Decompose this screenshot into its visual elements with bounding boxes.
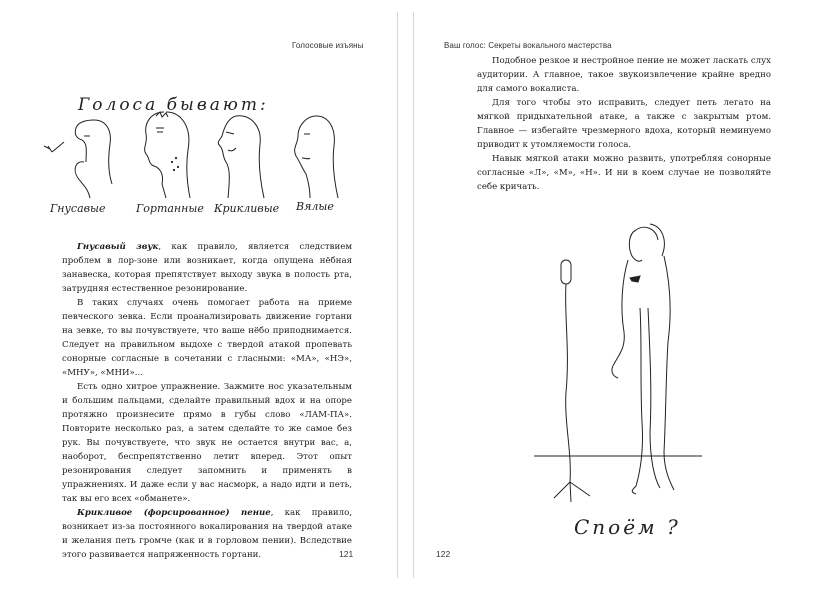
singer-figure-drawing [534, 224, 702, 494]
microphone-stand-drawing [554, 260, 590, 502]
illustration-title: Голоса бывают: [78, 95, 269, 115]
shrill-head-drawing [218, 116, 264, 198]
singer-caption: Споём ? [574, 515, 681, 539]
singer-illustration [414, 12, 795, 578]
paragraph: Есть одно хитрое упражнение. Зажмите нос указательным и большим пальцами, сделайте правильный вдох и на опоре протяжно произнесите прямо в губы слово «ЛАМ-ПА». Повторите несколько раз, а затем сделайте то же самое без рук. Вы почувствуете, что звук не остается внутри вас, а, наоборот, беспрепятственно летит вперед. Этот опыт резонирования следует запомнить и применять в упражнениях. И даже если у вас насморк, а надо идти и петь, так вы его всех «обманете». [62, 382, 352, 504]
paragraph: Гнусавый звук, как правило, является следствием проблем в лор-зоне или возникает, когда опущена нёбная занавеска, которая препятствует выходу звука в полость рта, затрудняя естественное резонирование. [62, 242, 352, 294]
term: Крикливое (форсированное) пение [77, 508, 271, 518]
nasal-head-drawing [44, 120, 112, 198]
sluggish-head-drawing [295, 116, 338, 198]
right-page [413, 12, 795, 578]
caption-sluggish: Вялые [296, 200, 334, 213]
voice-types-illustration [16, 12, 397, 215]
throaty-head-drawing [145, 112, 190, 198]
left-body-text [62, 240, 352, 562]
left-page [16, 12, 398, 578]
caption-shrill: Крикливые [214, 202, 280, 215]
running-head: Голосовые изъяны [292, 41, 364, 50]
paragraph: Крикливое (форсированное) пение, как правило, возникает из-за постоянного вокалирования на твердой атаке и желания петь громче (как и в горловом пении). Вследствие этого развивается напряженность гортани. [62, 508, 352, 560]
caption-nasal: Гнусавые [50, 202, 106, 215]
term: Гнусавый звук [77, 242, 159, 252]
paragraph: Навык мягкой атаки можно развить, употребляя сонорные согласные «Л», «М», «Н». И ни в коем случае не позволяйте себе кричать. [477, 154, 771, 192]
paragraph: В таких случаях очень помогает работа на приеме певческого зевка. Если проанализировать движение гортани на зевке, то вы почувствуете, что ваше нёбо приподнимается. Следует на правильном выдохе с твердой атакой пропевать сонорные согласные в сочетании с гласными: «МА», «НЭ», «МНУ», «МНИ»... [62, 298, 352, 378]
paragraph: Для того чтобы это исправить, следует петь легато на мягкой придыхательной атаке, а также с закрытым ртом. Главное — избегайте чрезмерного вдоха, который неминуемо приводит к утомляемости голоса. [477, 98, 771, 150]
caption-throaty: Гортанные [136, 202, 204, 215]
page-number: 122 [436, 549, 451, 559]
paragraph: Подобное резкое и нестройное пение не может ласкать слух аудитории. А главное, такое звукоизвлечение крайне вредно для самого вокалиста. [477, 56, 771, 94]
page-number: 121 [339, 549, 354, 559]
running-head: Ваш голос: Секреты вокального мастерства [444, 41, 612, 50]
